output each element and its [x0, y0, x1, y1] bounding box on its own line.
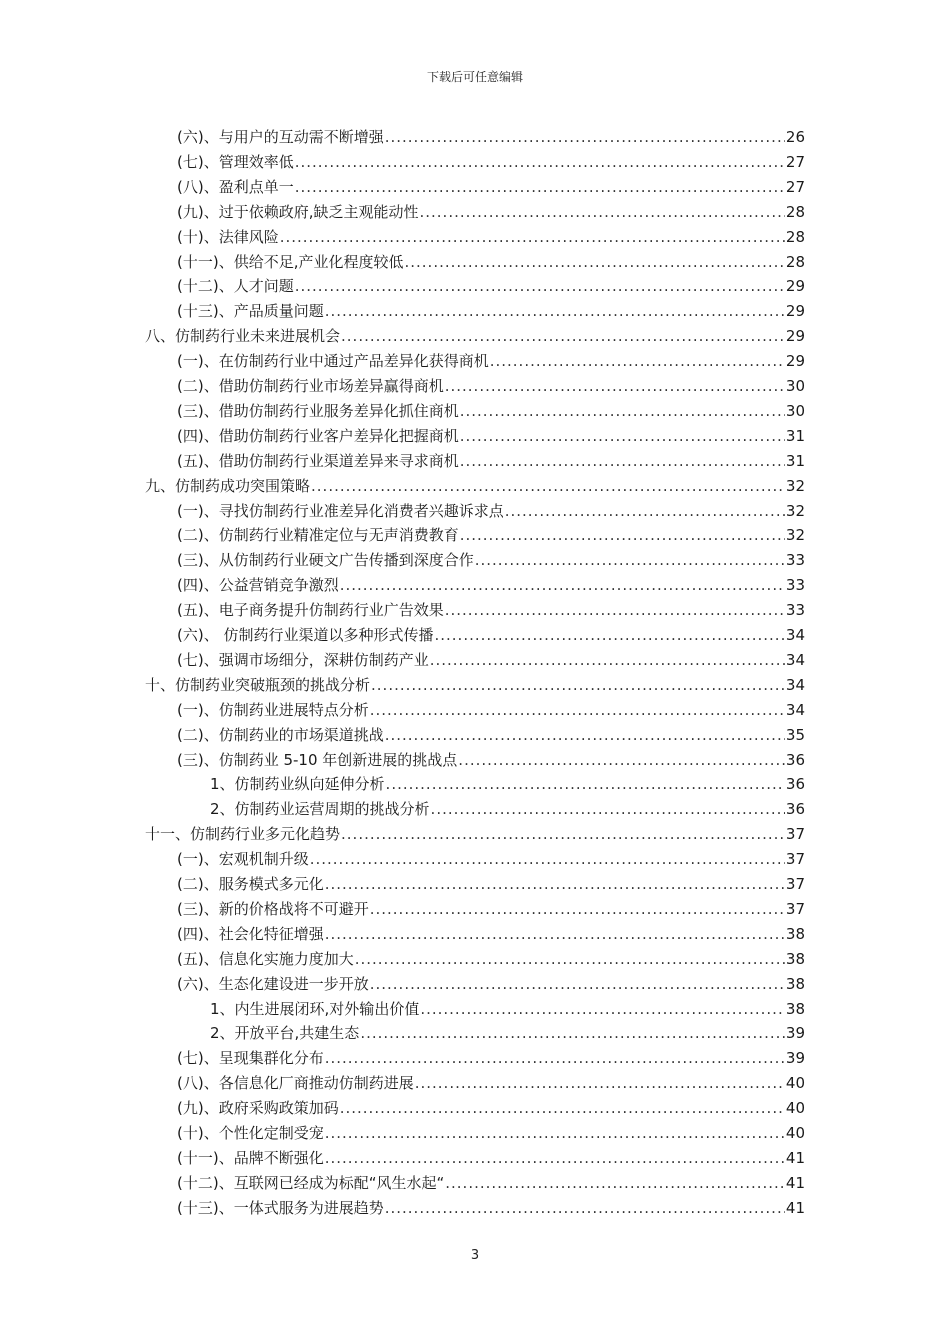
toc-entry-title: 2、仿制药业运营周期的挑战分析 — [210, 800, 430, 818]
toc-entry[interactable] — [145, 324, 805, 348]
toc-entry[interactable] — [177, 250, 805, 274]
toc-entry-page: 28 — [785, 228, 805, 246]
toc-entry-title: 十一、仿制药行业多元化趋势 — [145, 825, 341, 843]
toc-leader-dots — [420, 997, 785, 1021]
toc-leader-dots — [325, 299, 785, 323]
toc-entry[interactable] — [177, 449, 805, 473]
toc-entry[interactable] — [177, 1146, 805, 1170]
toc-entry-title: (一)、在仿制药行业中通过产品差异化获得商机 — [177, 352, 489, 370]
toc-entry-page: 40 — [785, 1124, 805, 1142]
toc-entry-title: (一)、宏观机制升级 — [177, 850, 309, 868]
toc-entry[interactable] — [177, 573, 805, 597]
toc-leader-dots — [415, 1071, 785, 1095]
toc-entry-page: 28 — [785, 253, 805, 271]
toc-leader-dots — [460, 424, 785, 448]
toc-entry[interactable] — [177, 225, 805, 249]
toc-entry-title: (四)、公益营销竞争激烈 — [177, 576, 339, 594]
toc-entry-page: 38 — [785, 925, 805, 943]
toc-entry-page: 34 — [785, 626, 805, 644]
toc-entry[interactable] — [177, 349, 805, 373]
toc-entry-title: (八)、盈利点单一 — [177, 178, 294, 196]
toc-leader-dots — [458, 748, 785, 772]
toc-entry-title: (十二)、人才问题 — [177, 277, 294, 295]
toc-entry-title: (五)、借助仿制药行业渠道差异来寻求商机 — [177, 452, 459, 470]
toc-entry-page: 40 — [785, 1074, 805, 1092]
toc-entry-title: (六)、生态化建设进一步开放 — [177, 975, 369, 993]
toc-entry[interactable] — [177, 947, 805, 971]
toc-entry[interactable] — [177, 1096, 805, 1120]
toc-entry-title: (三)、仿制药业 5-10 年创新进展的挑战点 — [177, 751, 458, 769]
toc-entry-title: (六)、 仿制药行业渠道以多种形式传播 — [177, 626, 434, 644]
toc-entry-title: (十)、个性化定制受宠 — [177, 1124, 324, 1142]
toc-entry-page: 34 — [785, 701, 805, 719]
toc-leader-dots — [355, 947, 785, 971]
toc-entry-title: (十)、法律风险 — [177, 228, 279, 246]
toc-leader-dots — [505, 499, 785, 523]
toc-entry[interactable] — [177, 274, 805, 298]
header-note: 下载后可任意编辑 — [426, 70, 523, 84]
toc-entry[interactable] — [177, 648, 805, 672]
toc-entry[interactable] — [177, 1046, 805, 1070]
toc-leader-dots — [340, 1096, 785, 1120]
toc-entry[interactable] — [177, 598, 805, 622]
toc-entry-title: (九)、过于依赖政府,缺乏主观能动性 — [177, 203, 419, 221]
toc-leader-dots — [460, 523, 785, 547]
toc-entry-page: 29 — [785, 352, 805, 370]
toc-leader-dots — [325, 1146, 785, 1170]
toc-leader-dots — [340, 573, 785, 597]
toc-entry-page: 35 — [785, 726, 805, 744]
toc-leader-dots — [385, 1196, 785, 1220]
toc-entry[interactable] — [145, 474, 805, 498]
toc-entry-title: (五)、信息化实施力度加大 — [177, 950, 354, 968]
toc-leader-dots — [370, 698, 785, 722]
toc-entry[interactable] — [177, 723, 805, 747]
toc-entry-page: 32 — [785, 477, 805, 495]
toc-entry-page: 39 — [785, 1024, 805, 1042]
toc-leader-dots — [460, 399, 785, 423]
toc-entry-title: (七)、强调市场细分，深耕仿制药产业 — [177, 651, 429, 669]
toc-entry-title: (四)、社会化特征增强 — [177, 925, 324, 943]
toc-entry-page: 32 — [785, 526, 805, 544]
toc-entry-title: (三)、从仿制药行业硬文广告传播到深度合作 — [177, 551, 474, 569]
toc-entry-title: (十一)、品牌不断强化 — [177, 1149, 324, 1167]
toc-leader-dots — [385, 125, 785, 149]
toc-leader-dots — [445, 1171, 785, 1195]
toc-entry-page: 41 — [785, 1174, 805, 1192]
toc-leader-dots — [295, 175, 785, 199]
toc-leader-dots — [475, 548, 785, 572]
toc-leader-dots — [419, 200, 784, 224]
toc-entry-page: 37 — [785, 900, 805, 918]
toc-entry[interactable] — [177, 125, 805, 149]
toc-entry[interactable] — [177, 299, 805, 323]
toc-entry[interactable] — [177, 399, 805, 423]
toc-entry-title: (二)、仿制药行业精准定位与无声消费教育 — [177, 526, 459, 544]
toc-entry-title: (三)、新的价格战将不可避开 — [177, 900, 369, 918]
toc-entry-page: 37 — [785, 875, 805, 893]
toc-leader-dots — [311, 474, 785, 498]
toc-entry[interactable] — [177, 150, 805, 174]
toc-entry[interactable] — [177, 523, 805, 547]
toc-entry-page: 41 — [785, 1149, 805, 1167]
toc-entry-page: 41 — [785, 1199, 805, 1217]
toc-entry-page: 37 — [785, 850, 805, 868]
toc-leader-dots — [371, 673, 785, 697]
toc-leader-dots — [404, 250, 784, 274]
toc-entry-page: 29 — [785, 327, 805, 345]
toc-entry-page: 30 — [785, 402, 805, 420]
toc-entry[interactable] — [177, 847, 805, 871]
toc-entry-page: 33 — [785, 601, 805, 619]
toc-entry[interactable] — [177, 698, 805, 722]
toc-leader-dots — [310, 847, 785, 871]
toc-entry-page: 27 — [785, 178, 805, 196]
toc-entry-page: 28 — [785, 203, 805, 221]
toc-entry-page: 36 — [785, 751, 805, 769]
toc-entry-title: (三)、借助仿制药行业服务差异化抓住商机 — [177, 402, 459, 420]
toc-entry-title: (二)、仿制药业的市场渠道挑战 — [177, 726, 384, 744]
toc-leader-dots — [490, 349, 785, 373]
toc-leader-dots — [385, 723, 785, 747]
toc-entry[interactable] — [210, 1021, 805, 1045]
toc-leader-dots — [325, 1121, 785, 1145]
toc-entry[interactable] — [177, 922, 805, 946]
toc-entry-title: 十、仿制药业突破瓶颈的挑战分析 — [145, 676, 371, 694]
toc-entry[interactable] — [177, 1196, 805, 1220]
toc-entry-title: (十三)、产品质量问题 — [177, 302, 324, 320]
toc-entry[interactable] — [177, 623, 805, 647]
toc-entry-title: (五)、电子商务提升仿制药行业广告效果 — [177, 601, 444, 619]
toc-entry[interactable] — [177, 1171, 805, 1195]
toc-entry[interactable] — [210, 772, 805, 796]
toc-entry-page: 31 — [785, 427, 805, 445]
toc-leader-dots — [430, 648, 785, 672]
toc-entry-page: 33 — [785, 576, 805, 594]
toc-entry-title: 1、仿制药业纵向延伸分析 — [210, 775, 385, 793]
toc-entry-page: 38 — [785, 975, 805, 993]
toc-entry-page: 27 — [785, 153, 805, 171]
toc-leader-dots — [325, 922, 785, 946]
toc-entry-title: (十三)、一体式服务为进展趋势 — [177, 1199, 384, 1217]
toc-leader-dots — [445, 598, 785, 622]
toc-entry[interactable] — [177, 200, 805, 224]
toc-entry[interactable] — [177, 897, 805, 921]
toc-entry-title: 2、开放平台,共建生态 — [210, 1024, 360, 1042]
toc-entry-page: 29 — [785, 277, 805, 295]
toc-entry-title: (九)、政府采购政策加码 — [177, 1099, 339, 1117]
toc-entry-title: 1、内生进展闭环,对外输出价值 — [210, 1000, 420, 1018]
toc-entry-page: 29 — [785, 302, 805, 320]
toc-leader-dots — [434, 623, 784, 647]
toc-entry-page: 40 — [785, 1099, 805, 1117]
toc-entry-title: 八、仿制药行业未来进展机会 — [145, 327, 341, 345]
toc-entry-page: 36 — [785, 775, 805, 793]
toc-entry-page: 31 — [785, 452, 805, 470]
toc-leader-dots — [360, 1021, 785, 1045]
toc-entry-title: (七)、呈现集群化分布 — [177, 1049, 324, 1067]
toc-entry-title: (四)、借助仿制药行业客户差异化把握商机 — [177, 427, 459, 445]
toc-entry-title: (一)、仿制药业进展特点分析 — [177, 701, 369, 719]
toc-entry-title: (八)、各信息化厂商推动仿制药进展 — [177, 1074, 414, 1092]
toc-leader-dots — [295, 274, 785, 298]
toc-entry-title: (十二)、互联网已经成为标配“风生水起“ — [177, 1174, 445, 1192]
toc-entry[interactable] — [210, 797, 805, 821]
toc-entry-page: 34 — [785, 676, 805, 694]
toc-entry[interactable] — [177, 748, 805, 772]
toc-entry[interactable] — [210, 997, 805, 1021]
toc-leader-dots — [295, 150, 785, 174]
toc-entry[interactable] — [177, 374, 805, 398]
toc-entry-page: 26 — [785, 128, 805, 146]
toc-entry-page: 38 — [785, 1000, 805, 1018]
toc-entry[interactable] — [145, 673, 805, 697]
toc-leader-dots — [341, 822, 785, 846]
toc-leader-dots — [386, 772, 785, 796]
toc-entry[interactable] — [177, 548, 805, 572]
toc-entry-title: 九、仿制药成功突围策略 — [145, 477, 311, 495]
toc-entry-page: 30 — [785, 377, 805, 395]
toc-leader-dots — [325, 1046, 785, 1070]
toc-entry[interactable] — [177, 175, 805, 199]
toc-leader-dots — [431, 797, 785, 821]
toc-entry-title: (七)、管理效率低 — [177, 153, 294, 171]
toc-entry[interactable] — [177, 424, 805, 448]
toc-entry-title: (十一)、供给不足,产业化程度较低 — [177, 253, 404, 271]
toc-entry[interactable] — [177, 499, 805, 523]
toc-entry[interactable] — [177, 972, 805, 996]
toc-entry-page: 38 — [785, 950, 805, 968]
toc-entry-title: (二)、服务模式多元化 — [177, 875, 324, 893]
toc-entry-title: (六)、与用户的互动需不断增强 — [177, 128, 384, 146]
toc-entry[interactable] — [177, 1071, 805, 1095]
page-number: 3 — [470, 1248, 480, 1263]
toc-leader-dots — [341, 324, 785, 348]
toc-entry-page: 37 — [785, 825, 805, 843]
toc-entry-title: (二)、借助仿制药行业市场差异赢得商机 — [177, 377, 444, 395]
toc-entry[interactable] — [145, 822, 805, 846]
toc-entry-page: 36 — [785, 800, 805, 818]
toc-entry-page: 32 — [785, 502, 805, 520]
toc-entry-title: (一)、寻找仿制药行业准差异化消费者兴趣诉求点 — [177, 502, 504, 520]
toc-entry[interactable] — [177, 1121, 805, 1145]
toc-leader-dots — [370, 897, 785, 921]
toc-leader-dots — [325, 872, 785, 896]
toc-entry-page: 34 — [785, 651, 805, 669]
toc-leader-dots — [460, 449, 785, 473]
toc-leader-dots — [280, 225, 785, 249]
toc-entry-page: 33 — [785, 551, 805, 569]
toc-leader-dots — [370, 972, 785, 996]
toc-entry-page: 39 — [785, 1049, 805, 1067]
toc-entry[interactable] — [177, 872, 805, 896]
toc-leader-dots — [445, 374, 785, 398]
